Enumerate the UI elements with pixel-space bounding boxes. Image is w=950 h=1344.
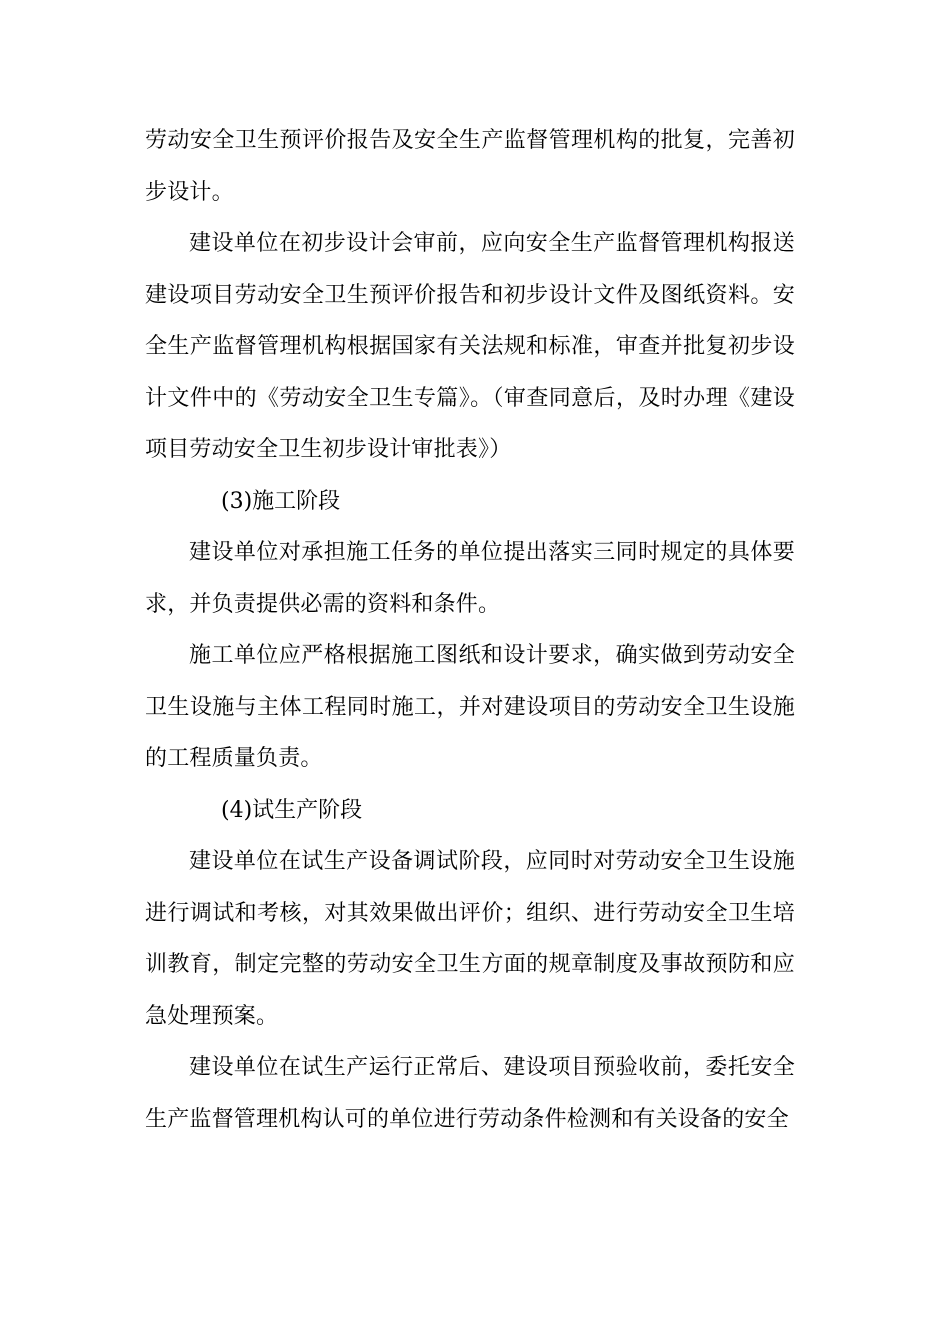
paragraph-trial-production-debugging: 建设单位在试生产设备调试阶段，应同时对劳动安全卫生设施进行调试和考核，对其效果做出评价；组织、进行劳动安全卫生培训教育，制定完整的劳动安全卫生方面的规章制度及事故预防和应急处理预案。 bbox=[145, 849, 795, 1029]
paragraph-preliminary-design-review: 建设单位在初步设计会审前，应向安全生产监督管理机构报送建设项目劳动安全卫生预评价报告和初步设计文件及图纸资料。安全生产监督管理机构根据国家有关法规和标准，审查并批复初步设计文件中的《劳动安全卫生专篇》。（审查同意后，及时办理《建设项目劳动安全卫生初步设计审批表》） bbox=[145, 231, 795, 462]
document-page bbox=[145, 115, 795, 1145]
paragraph-construction-requirements: 建设单位对承担施工任务的单位提出落实三同时规定的具体要求，并负责提供必需的资料和条件。 bbox=[145, 540, 795, 617]
section-heading-construction-stage: (3)施工阶段 bbox=[221, 488, 341, 514]
paragraph-pre-acceptance: 建设单位在试生产运行正常后、建设项目预验收前，委托安全生产监督管理机构认可的单位进行劳动条件检测和有关设备的安全 bbox=[145, 1055, 795, 1132]
paragraph-continuation: 劳动安全卫生预评价报告及安全生产监督管理机构的批复，完善初步设计。 bbox=[145, 128, 795, 205]
section-heading-trial-production-stage: (4)试生产阶段 bbox=[221, 797, 363, 823]
paragraph-construction-unit: 施工单位应严格根据施工图纸和设计要求，确实做到劳动安全卫生设施与主体工程同时施工，并对建设项目的劳动安全卫生设施的工程质量负责。 bbox=[145, 643, 795, 771]
